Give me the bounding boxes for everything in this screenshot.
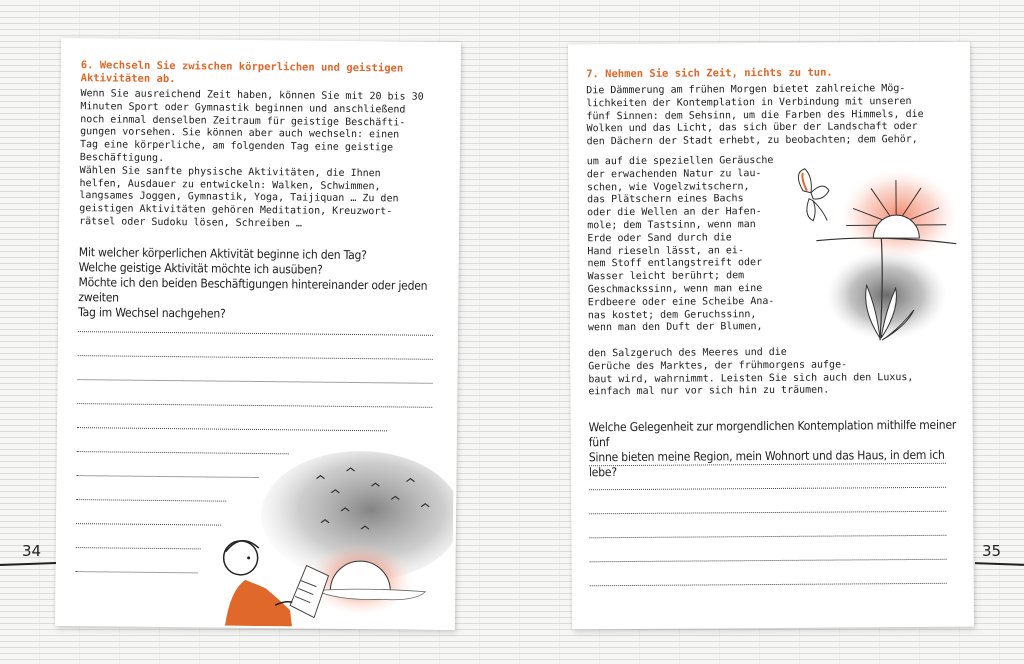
page-number-underline-left	[0, 562, 56, 565]
answer-line[interactable]	[76, 546, 201, 549]
page-number-underline-right	[975, 562, 1024, 565]
section-heading-6: 6. Wechseln Sie zwischen körperlichen und geistigen Aktivitäten ab.	[80, 59, 404, 86]
section-body-7-wrapped: um auf die speziellen Geräusche der erwachenden Natur zu lau- schen, wie Vogelzwitschern, das Plätschern eines Bachs oder die Wellen an der Hafen- mole; dem Tastsinn, wenn man Erde oder Sand durch die Hand rieseln lässt, an ei- nem Stoff entlangstreift oder Wasser leicht berührt; dem Geschmackssinn, wenn man eine Erdbeere oder eine Scheibe Ana- nas kostet; dem Geruchssinn, wenn man den Duft der Blumen,	[586, 154, 775, 334]
question-line: Möchte ich den beiden Beschäftigungen hintereinander oder jeden zweiten	[78, 275, 428, 305]
answer-line[interactable]	[77, 426, 387, 431]
question-line: Mit welcher körperlichen Aktivität beginne ich den Tag?	[78, 245, 367, 263]
answer-lines-right	[589, 462, 947, 608]
question-line: Tag im Wechsel nachgehen?	[78, 305, 226, 321]
question-line: Sinne bieten meine Region, mein Wohnort und das Haus, in dem ich lebe?	[588, 447, 945, 480]
page-number-left: 34	[22, 542, 42, 560]
right-page	[568, 42, 974, 630]
answer-line[interactable]	[75, 570, 197, 573]
question-line: Welche geistige Aktivität möchte ich ausüben?	[78, 260, 323, 277]
section-body-6: Wenn Sie ausreichend Zeit haben, können Sie mit 20 bis 30 Minuten Sport oder Gymnastik beginnen und anschließend noch einmal denselben Zeitraum für geistige Beschäfti- gungen vorsehen. Sie können aber auch wechseln: einen Tag eine körperliche, am folgenden Tag eine geistige Beschäftigung. Wählen Sie sanfte physische Aktivitäten, die Ihnen helfen, Ausdauer zu entwickeln: Walken, Schwimmen, langsames Joggen, Gymnastik, Yoga, Taijiquan … Zu den geistigen Aktivitäten gehören Meditation, Kreuzwort- rätsel oder Sudoku lösen, Schreiben …	[79, 88, 424, 230]
left-page	[55, 38, 461, 630]
answer-line[interactable]	[590, 582, 947, 586]
answer-line[interactable]	[78, 354, 433, 360]
answer-line[interactable]	[589, 510, 946, 514]
answer-line[interactable]	[589, 486, 946, 490]
writer-sunrise-illustration	[220, 440, 454, 628]
section-heading-7: 7. Nehmen Sie sich Zeit, nichts zu tun.	[586, 66, 833, 81]
butterfly-flower-sunrise-illustration	[791, 160, 962, 346]
question-block-left	[78, 245, 454, 324]
answer-line[interactable]	[76, 522, 221, 526]
answer-line[interactable]	[76, 498, 226, 502]
section-body-7-bottom: den Salzgeruch des Meeres und die Gerüche des Marktes, der frühmorgens aufge- baut wird, wahrnimmt. Leisten Sie sich auch den Luxus, einfach mal nur vor sich hin zu träumen.	[588, 346, 914, 398]
question-line: Welche Gelegenheit zur morgendlichen Kontemplation mithilfe meiner fünf	[588, 417, 957, 450]
section-body-7-top: Die Dämmerung am frühen Morgen bietet zahlreiche Mög- lichkeiten der Kontemplation in Verbindung mit unseren fünf Sinnen: dem Sehsinn, um die Farben des Himmels, die Wolken und das Licht, das sich über der Landschaft oder den Dächern der Stadt erhebt, zu beobachten; dem Gehör,	[586, 83, 924, 148]
answer-line[interactable]	[77, 402, 432, 408]
page-number-right: 35	[982, 542, 1002, 560]
answer-line[interactable]	[590, 558, 947, 562]
answer-line[interactable]	[589, 534, 946, 538]
answer-line[interactable]	[78, 330, 433, 336]
answer-line[interactable]	[78, 378, 433, 384]
